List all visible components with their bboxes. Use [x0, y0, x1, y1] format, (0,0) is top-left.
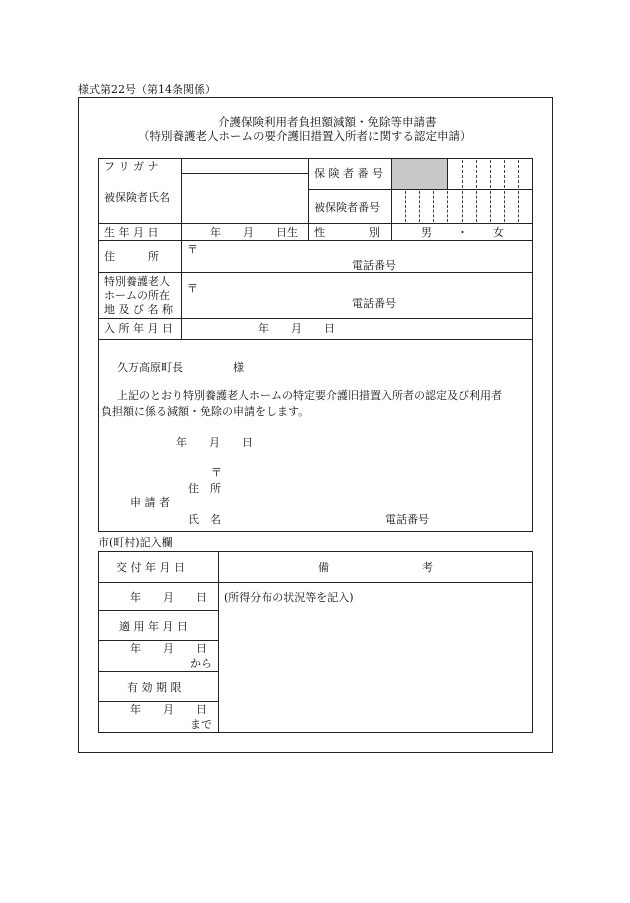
facility-phone-label: 電話番号 [352, 297, 396, 310]
applicant-postal-mark: 〒 [211, 466, 222, 479]
sex-dot: ・ [457, 226, 468, 239]
insured-number-label: 被保険者番号 [314, 201, 380, 214]
addressee: 久万高原町長 [117, 361, 183, 374]
statement-line1: 上記のとおり特別養護老人ホームの特定要介護旧措置入所者の認定及び利用者 [117, 389, 502, 402]
apply-date-from: から [190, 657, 212, 670]
facility-label-line2: ホームの所在 [104, 289, 170, 302]
remarks-label-part2: 考 [422, 561, 433, 574]
insurer-number-shaded-cell [392, 159, 447, 189]
applicant-phone-label: 電話番号 [385, 513, 429, 526]
application-date: 年 月 日 [176, 436, 253, 449]
statement-line2: 負担額に係る減額・免除の申請をします。 [101, 405, 310, 418]
form-subtitle: （特別養護老人ホームの要介護旧措置入所者に関する認定申請） [138, 129, 472, 143]
applicant-address-label: 住 所 [188, 482, 221, 495]
apply-date-label: 適 用 年 月 日 [119, 620, 188, 633]
admission-date-label: 入 所 年 月 日 [104, 322, 173, 335]
insurer-number-label: 保 険 者 番 号 [314, 167, 383, 180]
address-phone-label: 電話番号 [352, 259, 396, 272]
sex-female: 女 [493, 226, 504, 239]
insured-name-label: 被保険者氏名 [104, 191, 170, 204]
birthdate-label: 生 年 月 日 [104, 226, 159, 239]
addressee-honorific: 様 [233, 361, 244, 374]
valid-period-label: 有 効 期 限 [127, 681, 182, 694]
applicant-label: 申 請 者 [130, 496, 170, 509]
apply-date-value: 年 月 日 [130, 642, 207, 655]
remarks-note: (所得分布の状況等を記入) [224, 591, 354, 604]
issue-date-label: 交 付 年 月 日 [116, 561, 185, 574]
sex-label: 性 別 [314, 226, 380, 239]
address-label: 住 所 [104, 250, 159, 263]
city-section-heading: 市(町村)記入欄 [98, 536, 173, 549]
facility-label-line3: 地 及 び 名 称 [104, 303, 173, 316]
valid-period-value: 年 月 日 [130, 703, 207, 716]
birthdate-value: 年 月 日生 [210, 226, 298, 239]
remarks-label-part1: 備 [318, 561, 329, 574]
form-number: 様式第22号（第14条関係） [78, 83, 216, 96]
issue-date-value: 年 月 日 [130, 591, 207, 604]
valid-period-until: まで [190, 718, 212, 731]
admission-date-value: 年 月 日 [258, 322, 335, 335]
facility-postal-mark: 〒 [187, 282, 198, 295]
form-title: 介護保険利用者負担額減額・免除等申請書 [218, 115, 437, 129]
address-postal-mark: 〒 [187, 243, 198, 256]
sex-male: 男 [421, 226, 432, 239]
furigana-label: フ リ ガ ナ [104, 160, 159, 173]
applicant-name-label: 氏 名 [188, 513, 221, 526]
facility-label-line1: 特別養護老人 [104, 275, 170, 288]
